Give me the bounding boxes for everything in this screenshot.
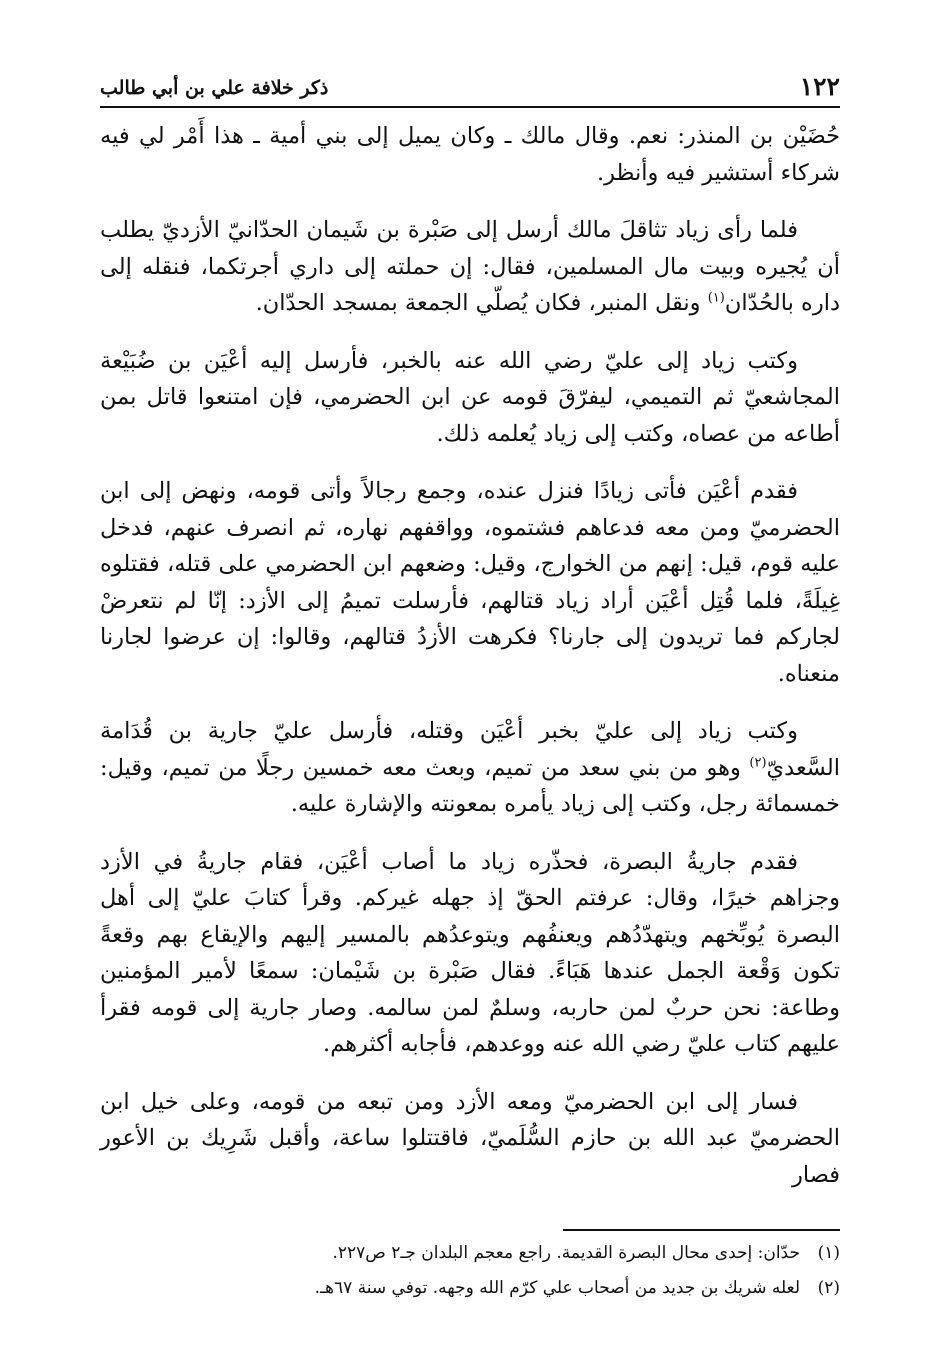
footnote-2 [100, 1271, 840, 1306]
footnote-text: حدّان: إحدى محال البصرة القديمة. راجع معجم البلدان جـ٢ ص٢٢٧. [332, 1243, 800, 1263]
paragraph-5 [100, 713, 840, 823]
running-title: ذكر خلافة علي بن أبي طالب [100, 77, 329, 99]
paragraph-text: فسار إلى ابن الحضرميّ ومعه الأزد ومن تبعه من قومه، وعلى خيل ابن الحضرميّ عبد الله بن حازم السُّلَميّ، فاقتتلوا ساعة، وأقبل شَرِيك بن الأعور فصار [100, 1088, 840, 1188]
paragraph-text: حُضَيْن بن المنذر: نعم. وقال مالك ـ وكان يميل إلى بني أمية ـ هذا أَمْر لي فيه شركاء أستشير فيه وأنظر. [100, 123, 840, 186]
paragraph-2 [100, 212, 840, 322]
paragraph-text: وكتب زياد إلى عليّ بخبر أعْيَن وقتله، فأرسل عليّ جارية بن قُدَامة السَّعديّ [100, 718, 840, 781]
paragraph-7 [100, 1084, 840, 1194]
paragraph-text: فقدم أعْيَن فأتى زيادًا فنزل عنده، وجمع رجالاً وأتى قومه، ونهض إلى ابن الحضرميّ ومن معه فدعاهم فشتموه، وواقفهم نهاره، ثم انصرف عنهم، فدخل عليه قوم، قيل: إنهم من الخوارج، وقيل: وضعهم ابن الحضرمي على قتله، فقتلوه غِيلَةً، فلما قُتِل أعْيَن أراد زياد قتالهم، فأرسلت تميمُ إلى الأزد: إنّا لم نتعرضْ لجاركم فما تريدون إلى جارنا؟ فكرهت الأزدُ قتالهم، وقالوا: إن عرضوا لجارنا منعناه. [100, 478, 840, 687]
paragraph-4 [100, 473, 840, 692]
body-text [100, 118, 840, 1214]
header-rule [100, 106, 840, 108]
footnote-number: (٢) [817, 1278, 840, 1298]
paragraph-6 [100, 844, 840, 1063]
footnotes [100, 1236, 840, 1306]
footnote-number: (١) [817, 1243, 840, 1263]
footnote-reference-1[interactable]: (١) [707, 290, 725, 306]
paragraph-1 [100, 118, 840, 191]
paragraph-3 [100, 343, 840, 453]
footnote-1 [100, 1236, 840, 1271]
footnote-text: لعله شريك بن جديد من أصحاب علي كرّم الله وجهه. توفي سنة ٦٧هـ. [314, 1278, 800, 1298]
paragraph-text: فقدم جاريةُ البصرة، فحذّره زياد ما أصاب أعْيَن، فقام جاريةُ في الأزد وجزاهم خيرًا، وقال: عرفتم الحقّ إذ جهله غيركم. وقرأ كتابَ عليّ إلى أهل البصرة يُوبِّخهم ويتهدّدُهم ويعنفُهم ويتوعدُهم بالمسير إليهم والإيقاع بهم وقعةً تكون وَقْعة الجمل عندها هَبَاءً. فقال صَبْرة بن شَيْمان: سمعًا لأمير المؤمنين وطاعة: نحن حربٌ لمن حاربه، وسلمٌ لمن سالمه. وصار جارية إلى قومه فقرأ عليهم كتاب عليّ رضي الله عنه ووعدهم، فأجابه أكثرهم. [100, 848, 840, 1057]
running-header [100, 62, 840, 102]
footnote-reference-2[interactable]: (٢) [749, 755, 767, 770]
footnote-rule [563, 1229, 840, 1231]
page-number: ١٢٢ [799, 72, 840, 101]
paragraph-text: وكتب زياد إلى عليّ رضي الله عنه بالخبر، فأرسل إليه أعْيَن بن ضُبَيْعة المجاشعيّ ثم التميمي، ليفرّقَ قومه عن ابن الحضرمي، فإن امتنعوا قاتل بمن أطاعه من عصاه، وكتب إلى زياد يُعلمه ذلك. [100, 347, 840, 447]
paragraph-text: وهو من بني سعد من تميم، وبعث معه خمسين رجلًا من تميم، وقيل: خمسمائة رجل، وكتب إلى زياد يأمره بمعونته والإشارة عليه. [100, 754, 840, 817]
paragraph-text: ونقل المنبر، فكان يُصلّي الجمعة بمسجد الحدّان. [255, 290, 708, 316]
paragraph-text: فلما رأى زياد تثاقلَ مالك أرسل إلى صَبْرة بن شَيمان الحدّانيّ الأزديّ يطلب أن يُجيره وبيت مال المسلمين، فقال: إن حملته إلى داري أجرتكما، فنقله إلى داره بالحُدّان [100, 217, 840, 316]
